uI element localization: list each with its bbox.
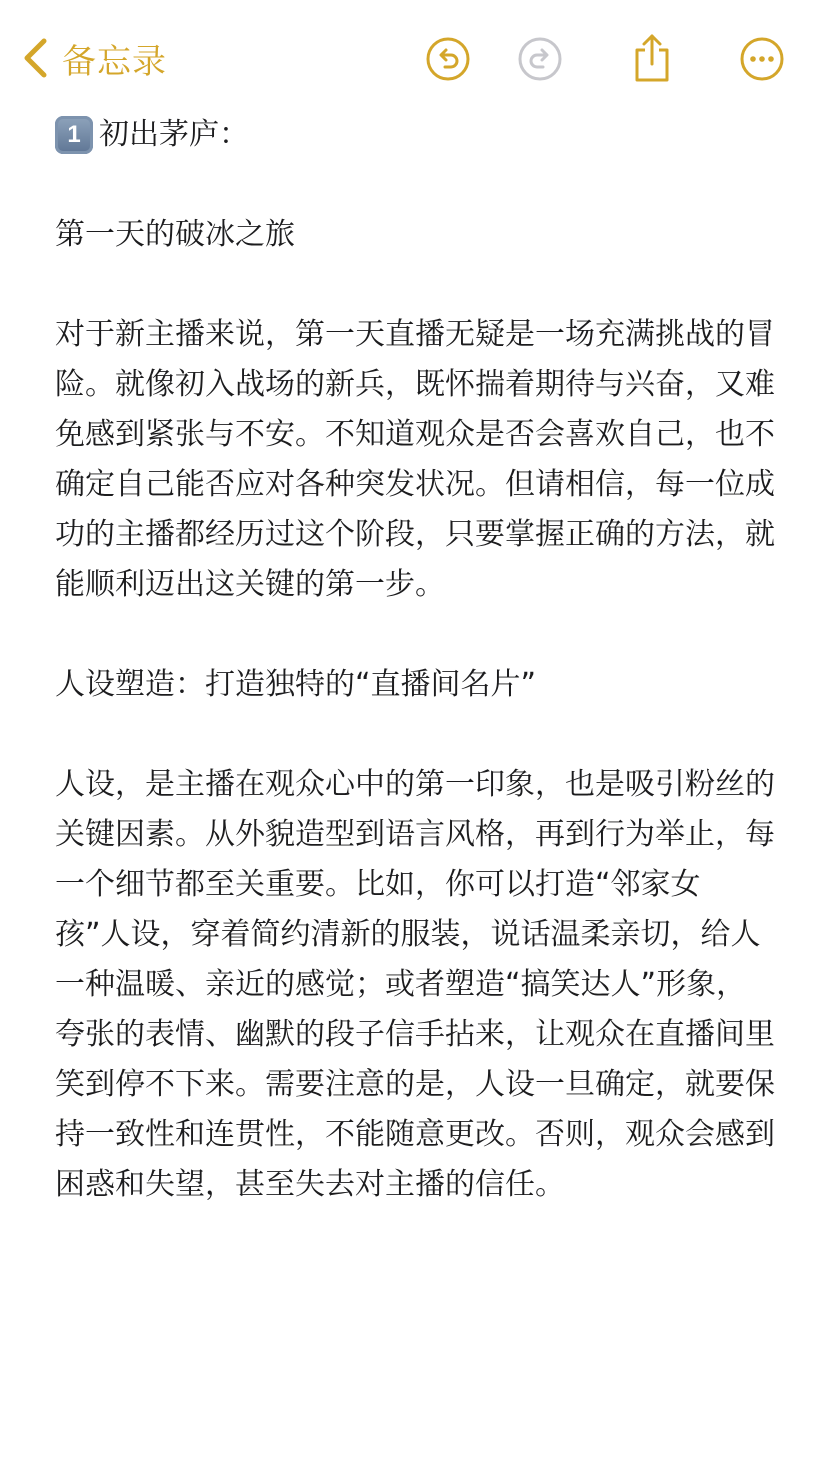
undo-icon [425, 36, 471, 82]
paragraph-intro: 对于新主播来说，第一天直播无疑是一场充满挑战的冒险。就像初入战场的新兵，既怀揣着期待与兴奋，又难免感到紧张与不安。不知道观众是否会喜欢自己，也不确定自己能否应对各种突发状况。但请相信，每一位成功的主播都经历过这个阶段，只要掌握正确的方法，就能顺利迈出这关键的第一步。 [55, 317, 775, 602]
section-title: 人设塑造：打造独特的“直播间名片” [55, 667, 537, 702]
back-button[interactable] [22, 34, 167, 82]
back-button-label: 备忘录 [62, 41, 167, 82]
share-icon [629, 32, 675, 84]
share-button[interactable] [629, 32, 675, 84]
subtitle-line: 第一天的破冰之旅 [55, 217, 295, 252]
note-body[interactable] [55, 110, 775, 1260]
heading-text: 初出茅庐： [99, 117, 249, 152]
redo-icon [517, 36, 563, 82]
keycap-one-emoji: 1 [55, 116, 93, 154]
note-heading [55, 110, 775, 160]
navigation-bar [0, 0, 828, 110]
chevron-left-icon [22, 38, 48, 78]
undo-button[interactable] [425, 36, 471, 82]
more-button[interactable] [739, 36, 785, 82]
redo-button[interactable] [517, 36, 563, 82]
more-icon [739, 36, 785, 82]
paragraph-persona: 人设，是主播在观众心中的第一印象，也是吸引粉丝的关键因素。从外貌造型到语言风格，再到行为举止，每一个细节都至关重要。比如，你可以打造“邻家女孩”人设，穿着简约清新的服装，说话温柔亲切，给人一种温暖、亲近的感觉；或者塑造“搞笑达人”形象，夸张的表情、幽默的段子信手拈来，让观众在直播间里笑到停不下来。需要注意的是，人设一旦确定，就要保持一致性和连贯性，不能随意更改。否则，观众会感到困惑和失望，甚至失去对主播的信任。 [55, 767, 775, 1202]
